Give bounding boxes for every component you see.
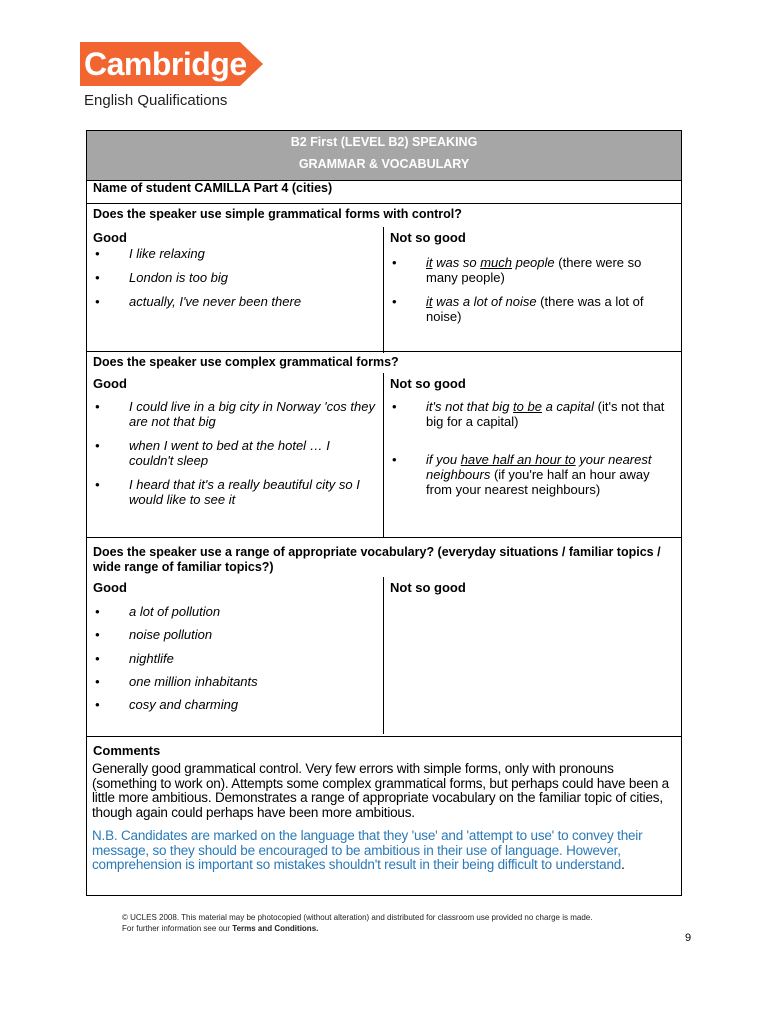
not-so-good-column [384, 577, 681, 734]
footer-line2: For further information see our Terms and Conditions. [122, 924, 319, 933]
list-item: • it was a lot of noise (there was a lot of noise) [390, 294, 675, 324]
comments-section [87, 737, 681, 895]
list-item: • when I went to bed at the hotel … I couldn't sleep [93, 438, 377, 468]
student-name: Name of student CAMILLA Part 4 (cities) [93, 181, 333, 195]
good-column [87, 227, 384, 353]
good-column [87, 577, 384, 734]
section-vocabulary [87, 538, 681, 737]
comments-label: Comments [93, 743, 161, 758]
not-so-good-label: Not so good [390, 376, 466, 391]
comments-text: Generally good grammatical control. Very few errors with simple forms, only with pronouns (something to work on). Attempts some complex grammatical forms, but perhaps could have been a little more ambitious. Demonstrates a range of appropriate vocabulary on the familiar topic of cities, though again could perhaps have been more ambitious. [92, 761, 669, 820]
section-simple-forms [87, 204, 681, 352]
header-line2: GRAMMAR & VOCABULARY [298, 157, 470, 171]
not-so-good-column [384, 373, 681, 538]
brand-subtitle: English Qualifications [84, 92, 228, 109]
list-item: • it's not that big to be a capital (it's not that big for a capital) [390, 399, 675, 429]
section-question: Does the speaker use a range of appropriate vocabulary? (everyday situations / familiar topics / wide range of familiar topics?) [93, 545, 661, 574]
not-so-good-label: Not so good [390, 230, 466, 245]
good-label: Good [93, 376, 127, 391]
list-item: • a lot of pollution [93, 604, 377, 619]
list-item: • I like relaxing [93, 246, 377, 261]
good-label: Good [93, 230, 127, 245]
list-item: • London is too big [93, 270, 377, 285]
list-item: • noise pollution [93, 627, 377, 642]
student-row [87, 181, 681, 204]
list-item: • I heard that it's a really beautiful city so I would like to see it [93, 477, 377, 507]
not-so-good-column [384, 227, 681, 353]
terms-link[interactable]: Terms and Conditions. [232, 924, 319, 933]
good-column [87, 373, 384, 538]
good-label: Good [93, 580, 127, 595]
page-number: 9 [685, 932, 692, 944]
brand-name: Cambridge [84, 46, 247, 82]
list-item: • cosy and charming [93, 697, 377, 712]
header-line1: B2 First (LEVEL B2) SPEAKING [290, 135, 478, 149]
comments-note: N.B. Candidates are marked on the language that they 'use' and 'attempt to use' to convey their message, so they should be encouraged to be ambitious in their use of language. However, comprehension is important so mistakes shouldn't result in their being difficult to understand. [92, 828, 643, 872]
assessment-table [86, 130, 682, 896]
section-complex-forms [87, 352, 681, 538]
list-item: • if you have half an hour to your nearest neighbours (if you're half an hour away from your nearest neighbours) [390, 452, 675, 497]
footer-copyright [122, 912, 592, 934]
list-item: • it was so much people (there were so many people) [390, 255, 675, 285]
section-question: Does the speaker use complex grammatical forms? [93, 355, 399, 369]
footer-line1: © UCLES 2008. This material may be photocopied (without alteration) and distributed for classroom use provided no charge is made. [122, 913, 593, 922]
list-item: • one million inhabitants [93, 674, 377, 689]
section-question: Does the speaker use simple grammatical forms with control? [93, 207, 462, 221]
list-item: • I could live in a big city in Norway 'cos they are not that big [93, 399, 377, 429]
list-item: • nightlife [93, 651, 377, 666]
not-so-good-label: Not so good [390, 580, 466, 595]
table-header [87, 131, 681, 181]
list-item: • actually, I've never been there [93, 294, 377, 309]
